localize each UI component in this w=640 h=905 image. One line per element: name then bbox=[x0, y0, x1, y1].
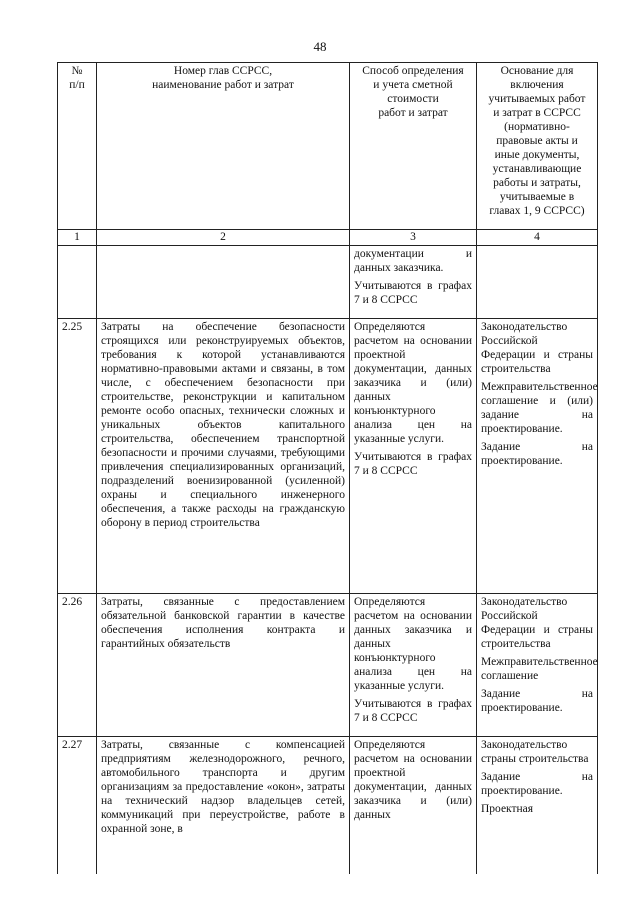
ssrss-table bbox=[57, 62, 598, 880]
page-bottom-margin bbox=[0, 874, 640, 905]
basis-text: Межправительственное соглашение и (или) задание на проектирование. bbox=[481, 381, 598, 436]
cell-method bbox=[350, 319, 477, 594]
method-text: Учитываются в графах 7 и 8 ССРСС bbox=[354, 451, 472, 478]
table-row bbox=[58, 737, 598, 880]
page-number: 48 bbox=[313, 39, 327, 54]
cell-description: Затраты, связанные с компенсацией предприятиям железнодорожного, речного, автомобильного транспорта и другим организациям за предоставление «окон», затраты на технический надзор владельцев сетей, коммуникаций при переустройстве, работе в охранной зоне, в bbox=[97, 737, 350, 880]
method-text: Определяются расчетом на основании проектной документации, данных заказчика и (или) данных конъюнктурного анализа цен на указанные услуги. bbox=[354, 321, 472, 446]
method-text: Учитываются в графах 7 и 8 ССРСС bbox=[354, 698, 472, 725]
header-col-basis: Основание для включения учитываемых работ и затрат в ССРСС (нормативно- правовые акты и иные документы, устанавливающие работы и затраты, учитываемые в главах 1, 9 ССРСС) bbox=[477, 63, 598, 230]
method-text: документации и данных заказчика. bbox=[354, 248, 472, 275]
cell-method bbox=[350, 737, 477, 880]
cell-basis bbox=[477, 594, 598, 737]
basis-text: Задание на проектирование. bbox=[481, 771, 593, 798]
header-col-number: № п/п bbox=[58, 63, 97, 230]
method-text: Учитываются в графах 7 и 8 ССРСС bbox=[354, 280, 472, 307]
cell-code: 2.25 bbox=[58, 319, 97, 594]
basis-text: Законодательство Российской Федерации и страны строительства bbox=[481, 596, 593, 651]
column-number: 1 bbox=[58, 230, 97, 246]
cell-method bbox=[350, 594, 477, 737]
cell-code: 2.27 bbox=[58, 737, 97, 880]
cell-description: Затраты на обеспечение безопасности строящихся или реконструируемых объектов, требования к которой устанавливаются нормативно-правовыми актами и связаны, в том числе, с обеспечением безопасности при строительстве, реконструкции и капитальном ремонте особо опасных, технически сложных и уникальных объектов капитального строительства, обеспечением транспортной безопасности и прочими случаями, требующими привлечения специализированных организаций, подразделений военизированной (усиленной) охраны и специального инженерного обеспечения, а также расходы на гражданскую оборону в период строительства bbox=[97, 319, 350, 594]
table-row bbox=[58, 594, 598, 737]
basis-text: Законодательство Российской Федерации и страны строительства bbox=[481, 321, 593, 376]
basis-text: Проектная bbox=[481, 803, 534, 816]
cell-method bbox=[350, 246, 477, 319]
basis-text: Законодательство страны строительства bbox=[481, 739, 589, 766]
cell-basis bbox=[477, 319, 598, 594]
method-text: Определяются расчетом на основании проектной документации, данных заказчика и (или) данных bbox=[354, 739, 472, 822]
cell-code: 2.26 bbox=[58, 594, 97, 737]
cell-basis bbox=[477, 246, 598, 319]
table-header-row bbox=[58, 63, 598, 230]
method-text: Определяются расчетом на основании данных заказчика и данных конъюнктурного анализа цен на указанные услуги. bbox=[354, 596, 472, 693]
continuation-row bbox=[58, 246, 598, 319]
table-row bbox=[58, 319, 598, 594]
cell-code bbox=[58, 246, 97, 319]
cell-description bbox=[97, 246, 350, 319]
column-number: 2 bbox=[97, 230, 350, 246]
basis-text: Межправительственное соглашение bbox=[481, 656, 598, 683]
basis-text: Задание на проектирование. bbox=[481, 441, 593, 468]
column-number: 3 bbox=[350, 230, 477, 246]
column-number: 4 bbox=[477, 230, 598, 246]
header-col-name: Номер глав ССРСС, наименование работ и затрат bbox=[97, 63, 350, 230]
column-number-row bbox=[58, 230, 598, 246]
header-col-method: Способ определения и учета сметной стоимости работ и затрат bbox=[350, 63, 477, 230]
basis-text: Задание на проектирование. bbox=[481, 688, 593, 715]
cell-description: Затраты, связанные с предоставлением обязательной банковской гарантии в качестве обеспечения исполнения контракта и гарантийных обязательств bbox=[97, 594, 350, 737]
cell-basis bbox=[477, 737, 598, 880]
